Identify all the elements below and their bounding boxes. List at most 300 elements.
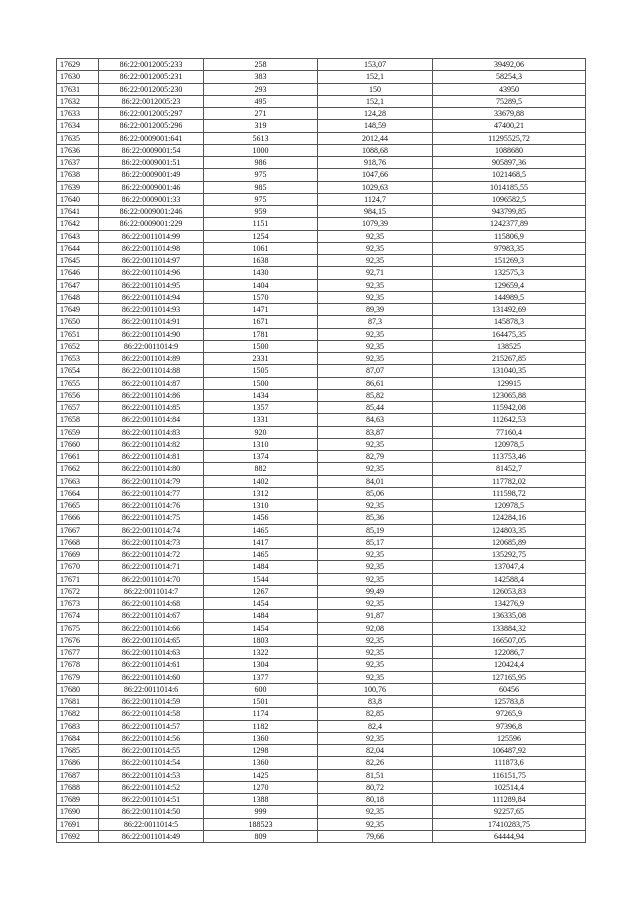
area-cell: 1254 (204, 230, 318, 242)
area-cell: 1174 (204, 708, 318, 720)
area-cell: 383 (204, 71, 318, 83)
table-row (57, 255, 586, 267)
area-cell: 959 (204, 206, 318, 218)
table-row (57, 830, 586, 842)
cadastral-number-cell: 86:22:0012005:230 (99, 83, 204, 95)
rate-cell: 85,17 (318, 536, 433, 548)
table-row (57, 267, 586, 279)
table-row (57, 316, 586, 328)
value-cell: 60456 (433, 683, 586, 695)
cadastral-number-cell: 86:22:0012005:297 (99, 108, 204, 120)
table-row (57, 720, 586, 732)
value-cell: 33679,88 (433, 108, 586, 120)
row-number-cell: 17680 (57, 683, 99, 695)
table-row (57, 291, 586, 303)
table-row (57, 512, 586, 524)
cadastral-number-cell: 86:22:0011014:52 (99, 781, 204, 793)
area-cell: 1465 (204, 549, 318, 561)
cadastral-number-cell: 86:22:0011014:75 (99, 512, 204, 524)
rate-cell: 92,35 (318, 438, 433, 450)
area-cell: 1781 (204, 328, 318, 340)
value-cell: 123065,88 (433, 389, 586, 401)
value-cell: 125596 (433, 732, 586, 744)
row-number-cell: 17651 (57, 328, 99, 340)
rate-cell: 153,07 (318, 59, 433, 71)
rate-cell: 92,71 (318, 267, 433, 279)
value-cell: 144989,5 (433, 291, 586, 303)
table-row (57, 622, 586, 634)
table-row (57, 463, 586, 475)
value-cell: 124284,16 (433, 512, 586, 524)
area-cell: 986 (204, 157, 318, 169)
rate-cell: 82,85 (318, 708, 433, 720)
value-cell: 97396,8 (433, 720, 586, 732)
value-cell: 142588,4 (433, 573, 586, 585)
table-row (57, 71, 586, 83)
rate-cell: 92,35 (318, 463, 433, 475)
row-number-cell: 17660 (57, 438, 99, 450)
rate-cell: 92,35 (318, 291, 433, 303)
rate-cell: 89,39 (318, 304, 433, 316)
area-cell: 1404 (204, 279, 318, 291)
value-cell: 102514,4 (433, 781, 586, 793)
cadastral-number-cell: 86:22:0011014:97 (99, 255, 204, 267)
table-row (57, 132, 586, 144)
cadastral-number-cell: 86:22:0011014:79 (99, 475, 204, 487)
row-number-cell: 17688 (57, 781, 99, 793)
row-number-cell: 17685 (57, 745, 99, 757)
row-number-cell: 17682 (57, 708, 99, 720)
row-number-cell: 17632 (57, 95, 99, 107)
table-row (57, 365, 586, 377)
rate-cell: 92,35 (318, 659, 433, 671)
area-cell: 495 (204, 95, 318, 107)
table-row (57, 402, 586, 414)
area-cell: 1505 (204, 365, 318, 377)
rate-cell: 82,04 (318, 745, 433, 757)
rate-cell: 79,66 (318, 830, 433, 842)
rate-cell: 92,35 (318, 549, 433, 561)
table-row (57, 108, 586, 120)
rate-cell: 92,35 (318, 634, 433, 646)
cadastral-number-cell: 86:22:0011014:80 (99, 463, 204, 475)
area-cell: 1544 (204, 573, 318, 585)
rate-cell: 92,35 (318, 561, 433, 573)
cadastral-number-cell: 86:22:0011014:60 (99, 671, 204, 683)
area-cell: 920 (204, 426, 318, 438)
row-number-cell: 17649 (57, 304, 99, 316)
area-cell: 1360 (204, 732, 318, 744)
table-row (57, 708, 586, 720)
cadastral-number-cell: 86:22:0011014:90 (99, 328, 204, 340)
cadastral-number-cell: 86:22:0012005:231 (99, 71, 204, 83)
table-row (57, 585, 586, 597)
value-cell: 131040,35 (433, 365, 586, 377)
value-cell: 120685,89 (433, 536, 586, 548)
area-cell: 1500 (204, 377, 318, 389)
area-cell: 5613 (204, 132, 318, 144)
rate-cell: 100,76 (318, 683, 433, 695)
rate-cell: 1079,39 (318, 218, 433, 230)
rate-cell: 83,87 (318, 426, 433, 438)
area-cell: 809 (204, 830, 318, 842)
table-row (57, 451, 586, 463)
rate-cell: 84,01 (318, 475, 433, 487)
row-number-cell: 17666 (57, 512, 99, 524)
area-cell: 258 (204, 59, 318, 71)
value-cell: 58254,3 (433, 71, 586, 83)
rate-cell: 91,87 (318, 610, 433, 622)
area-cell: 1061 (204, 242, 318, 254)
area-cell: 1484 (204, 561, 318, 573)
rate-cell: 124,28 (318, 108, 433, 120)
table-row (57, 475, 586, 487)
table-row (57, 794, 586, 806)
rate-cell: 80,72 (318, 781, 433, 793)
row-number-cell: 17643 (57, 230, 99, 242)
cadastral-number-cell: 86:22:0011014:99 (99, 230, 204, 242)
value-cell: 132575,3 (433, 267, 586, 279)
value-cell: 111873,6 (433, 757, 586, 769)
area-cell: 1377 (204, 671, 318, 683)
rate-cell: 92,35 (318, 598, 433, 610)
value-cell: 47400,21 (433, 120, 586, 132)
area-cell: 1304 (204, 659, 318, 671)
area-cell: 1500 (204, 340, 318, 352)
area-cell: 319 (204, 120, 318, 132)
row-number-cell: 17639 (57, 181, 99, 193)
rate-cell: 87,3 (318, 316, 433, 328)
area-cell: 1454 (204, 622, 318, 634)
area-cell: 1298 (204, 745, 318, 757)
value-cell: 1242377,89 (433, 218, 586, 230)
row-number-cell: 17672 (57, 585, 99, 597)
area-cell: 1267 (204, 585, 318, 597)
value-cell: 92257,65 (433, 806, 586, 818)
area-cell: 1322 (204, 647, 318, 659)
cadastral-number-cell: 86:22:0011014:50 (99, 806, 204, 818)
row-number-cell: 17658 (57, 414, 99, 426)
row-number-cell: 17630 (57, 71, 99, 83)
row-number-cell: 17641 (57, 206, 99, 218)
table-row (57, 536, 586, 548)
row-number-cell: 17668 (57, 536, 99, 548)
cadastral-number-cell: 86:22:0011014:67 (99, 610, 204, 622)
value-cell: 164475,35 (433, 328, 586, 340)
area-cell: 882 (204, 463, 318, 475)
cadastral-number-cell: 86:22:0011014:70 (99, 573, 204, 585)
rate-cell: 85,36 (318, 512, 433, 524)
table-row (57, 279, 586, 291)
cadastral-number-cell: 86:22:0011014:81 (99, 451, 204, 463)
value-cell: 137047,4 (433, 561, 586, 573)
value-cell: 111289,84 (433, 794, 586, 806)
value-cell: 113753,46 (433, 451, 586, 463)
row-number-cell: 17652 (57, 340, 99, 352)
value-cell: 124803,35 (433, 524, 586, 536)
table-row (57, 353, 586, 365)
cadastral-number-cell: 86:22:0009001:641 (99, 132, 204, 144)
table-row (57, 438, 586, 450)
row-number-cell: 17676 (57, 634, 99, 646)
value-cell: 1088680 (433, 144, 586, 156)
rate-cell: 92,35 (318, 573, 433, 585)
value-cell: 122086,7 (433, 647, 586, 659)
cadastral-number-cell: 86:22:0011014:55 (99, 745, 204, 757)
table-row (57, 500, 586, 512)
rate-cell: 92,35 (318, 230, 433, 242)
row-number-cell: 17675 (57, 622, 99, 634)
table-row (57, 340, 586, 352)
table-row (57, 745, 586, 757)
rate-cell: 80,18 (318, 794, 433, 806)
table-row (57, 144, 586, 156)
rate-cell: 918,76 (318, 157, 433, 169)
row-number-cell: 17665 (57, 500, 99, 512)
cadastral-number-cell: 86:22:0011014:71 (99, 561, 204, 573)
row-number-cell: 17673 (57, 598, 99, 610)
cadastral-number-cell: 86:22:0011014:91 (99, 316, 204, 328)
row-number-cell: 17635 (57, 132, 99, 144)
rate-cell: 92,35 (318, 500, 433, 512)
table-row (57, 683, 586, 695)
row-number-cell: 17690 (57, 806, 99, 818)
cadastral-number-cell: 86:22:0011014:72 (99, 549, 204, 561)
rate-cell: 92,35 (318, 671, 433, 683)
row-number-cell: 17691 (57, 818, 99, 830)
table-row (57, 598, 586, 610)
cadastral-number-cell: 86:22:0011014:63 (99, 647, 204, 659)
cadastral-number-cell: 86:22:0012005:296 (99, 120, 204, 132)
table-row (57, 59, 586, 71)
table-row (57, 696, 586, 708)
area-cell: 1484 (204, 610, 318, 622)
area-cell: 985 (204, 181, 318, 193)
value-cell: 125783,8 (433, 696, 586, 708)
table-row (57, 426, 586, 438)
area-cell: 1425 (204, 769, 318, 781)
area-cell: 1374 (204, 451, 318, 463)
value-cell: 120424,4 (433, 659, 586, 671)
value-cell: 1014185,55 (433, 181, 586, 193)
value-cell: 115806,9 (433, 230, 586, 242)
table-row (57, 818, 586, 830)
table-row (57, 83, 586, 95)
cadastral-number-cell: 86:22:0011014:76 (99, 500, 204, 512)
value-cell: 131492,69 (433, 304, 586, 316)
table-row (57, 389, 586, 401)
table-row (57, 634, 586, 646)
table-body (57, 59, 586, 843)
value-cell: 106487,92 (433, 745, 586, 757)
table-row (57, 487, 586, 499)
area-cell: 1357 (204, 402, 318, 414)
area-cell: 975 (204, 169, 318, 181)
document-page (56, 58, 586, 843)
area-cell: 1671 (204, 316, 318, 328)
value-cell: 43950 (433, 83, 586, 95)
rate-cell: 85,19 (318, 524, 433, 536)
cadastral-number-cell: 86:22:0011014:82 (99, 438, 204, 450)
table-row (57, 206, 586, 218)
area-cell: 1430 (204, 267, 318, 279)
value-cell: 17410283,75 (433, 818, 586, 830)
row-number-cell: 17636 (57, 144, 99, 156)
row-number-cell: 17679 (57, 671, 99, 683)
value-cell: 129659,4 (433, 279, 586, 291)
value-cell: 1096582,5 (433, 193, 586, 205)
rate-cell: 86,61 (318, 377, 433, 389)
table-row (57, 157, 586, 169)
value-cell: 77160,4 (433, 426, 586, 438)
rate-cell: 92,35 (318, 353, 433, 365)
row-number-cell: 17669 (57, 549, 99, 561)
area-cell: 1501 (204, 696, 318, 708)
row-number-cell: 17655 (57, 377, 99, 389)
row-number-cell: 17650 (57, 316, 99, 328)
row-number-cell: 17657 (57, 402, 99, 414)
cadastral-number-cell: 86:22:0011014:59 (99, 696, 204, 708)
value-cell: 64444,94 (433, 830, 586, 842)
row-number-cell: 17689 (57, 794, 99, 806)
rate-cell: 92,35 (318, 242, 433, 254)
rate-cell: 82,26 (318, 757, 433, 769)
rate-cell: 1029,63 (318, 181, 433, 193)
value-cell: 115942,08 (433, 402, 586, 414)
area-cell: 1417 (204, 536, 318, 548)
area-cell: 1310 (204, 438, 318, 450)
rate-cell: 85,06 (318, 487, 433, 499)
cadastral-number-cell: 86:22:0011014:56 (99, 732, 204, 744)
table-row (57, 169, 586, 181)
rate-cell: 152,1 (318, 95, 433, 107)
row-number-cell: 17667 (57, 524, 99, 536)
table-row (57, 230, 586, 242)
rate-cell: 2012,44 (318, 132, 433, 144)
row-number-cell: 17633 (57, 108, 99, 120)
row-number-cell: 17629 (57, 59, 99, 71)
value-cell: 39492,06 (433, 59, 586, 71)
cadastral-number-cell: 86:22:0011014:86 (99, 389, 204, 401)
row-number-cell: 17692 (57, 830, 99, 842)
table-row (57, 806, 586, 818)
area-cell: 1434 (204, 389, 318, 401)
rate-cell: 85,82 (318, 389, 433, 401)
row-number-cell: 17642 (57, 218, 99, 230)
cadastral-number-cell: 86:22:0011014:87 (99, 377, 204, 389)
area-cell: 188523 (204, 818, 318, 830)
area-cell: 1803 (204, 634, 318, 646)
table-row (57, 377, 586, 389)
rate-cell: 92,35 (318, 732, 433, 744)
rate-cell: 1088,68 (318, 144, 433, 156)
cadastral-number-cell: 86:22:0011014:89 (99, 353, 204, 365)
rate-cell: 152,1 (318, 71, 433, 83)
row-number-cell: 17654 (57, 365, 99, 377)
row-number-cell: 17664 (57, 487, 99, 499)
area-cell: 1454 (204, 598, 318, 610)
table-row (57, 524, 586, 536)
rate-cell: 92,35 (318, 255, 433, 267)
row-number-cell: 17683 (57, 720, 99, 732)
row-number-cell: 17671 (57, 573, 99, 585)
rate-cell: 92,35 (318, 279, 433, 291)
value-cell: 136335,08 (433, 610, 586, 622)
cadastral-number-cell: 86:22:0009001:51 (99, 157, 204, 169)
rate-cell: 92,35 (318, 328, 433, 340)
cadastral-number-cell: 86:22:0009001:54 (99, 144, 204, 156)
table-row (57, 95, 586, 107)
value-cell: 117782,02 (433, 475, 586, 487)
cadastral-number-cell: 86:22:0011014:54 (99, 757, 204, 769)
row-number-cell: 17637 (57, 157, 99, 169)
table-row (57, 549, 586, 561)
value-cell: 97265,9 (433, 708, 586, 720)
rate-cell: 87,07 (318, 365, 433, 377)
cadastral-number-cell: 86:22:0009001:33 (99, 193, 204, 205)
value-cell: 120978,5 (433, 438, 586, 450)
area-cell: 999 (204, 806, 318, 818)
area-cell: 1312 (204, 487, 318, 499)
cadastral-number-cell: 86:22:0011014:84 (99, 414, 204, 426)
cadastral-number-cell: 86:22:0009001:246 (99, 206, 204, 218)
value-cell: 111598,72 (433, 487, 586, 499)
row-number-cell: 17663 (57, 475, 99, 487)
rate-cell: 150 (318, 83, 433, 95)
rate-cell: 1124,7 (318, 193, 433, 205)
area-cell: 600 (204, 683, 318, 695)
value-cell: 1021468,5 (433, 169, 586, 181)
row-number-cell: 17653 (57, 353, 99, 365)
area-cell: 1182 (204, 720, 318, 732)
row-number-cell: 17661 (57, 451, 99, 463)
area-cell: 293 (204, 83, 318, 95)
table-row (57, 671, 586, 683)
row-number-cell: 17659 (57, 426, 99, 438)
cadastral-number-cell: 86:22:0011014:51 (99, 794, 204, 806)
table-row (57, 561, 586, 573)
row-number-cell: 17648 (57, 291, 99, 303)
row-number-cell: 17631 (57, 83, 99, 95)
value-cell: 134276,9 (433, 598, 586, 610)
row-number-cell: 17687 (57, 769, 99, 781)
rate-cell: 1047,66 (318, 169, 433, 181)
cadastral-number-cell: 86:22:0011014:77 (99, 487, 204, 499)
area-cell: 1270 (204, 781, 318, 793)
value-cell: 905897,36 (433, 157, 586, 169)
row-number-cell: 17670 (57, 561, 99, 573)
cadastral-number-cell: 86:22:0011014:66 (99, 622, 204, 634)
value-cell: 138525 (433, 340, 586, 352)
cadastral-number-cell: 86:22:0012005:233 (99, 59, 204, 71)
row-number-cell: 17674 (57, 610, 99, 622)
table-row (57, 218, 586, 230)
value-cell: 112642,53 (433, 414, 586, 426)
cadastral-number-cell: 86:22:0011014:57 (99, 720, 204, 732)
value-cell: 151269,3 (433, 255, 586, 267)
rate-cell: 92,08 (318, 622, 433, 634)
rate-cell: 84,63 (318, 414, 433, 426)
value-cell: 135292,75 (433, 549, 586, 561)
table-row (57, 181, 586, 193)
table-row (57, 769, 586, 781)
table-row (57, 120, 586, 132)
value-cell: 215267,85 (433, 353, 586, 365)
area-cell: 1151 (204, 218, 318, 230)
area-cell: 1402 (204, 475, 318, 487)
area-cell: 2331 (204, 353, 318, 365)
area-cell: 1331 (204, 414, 318, 426)
